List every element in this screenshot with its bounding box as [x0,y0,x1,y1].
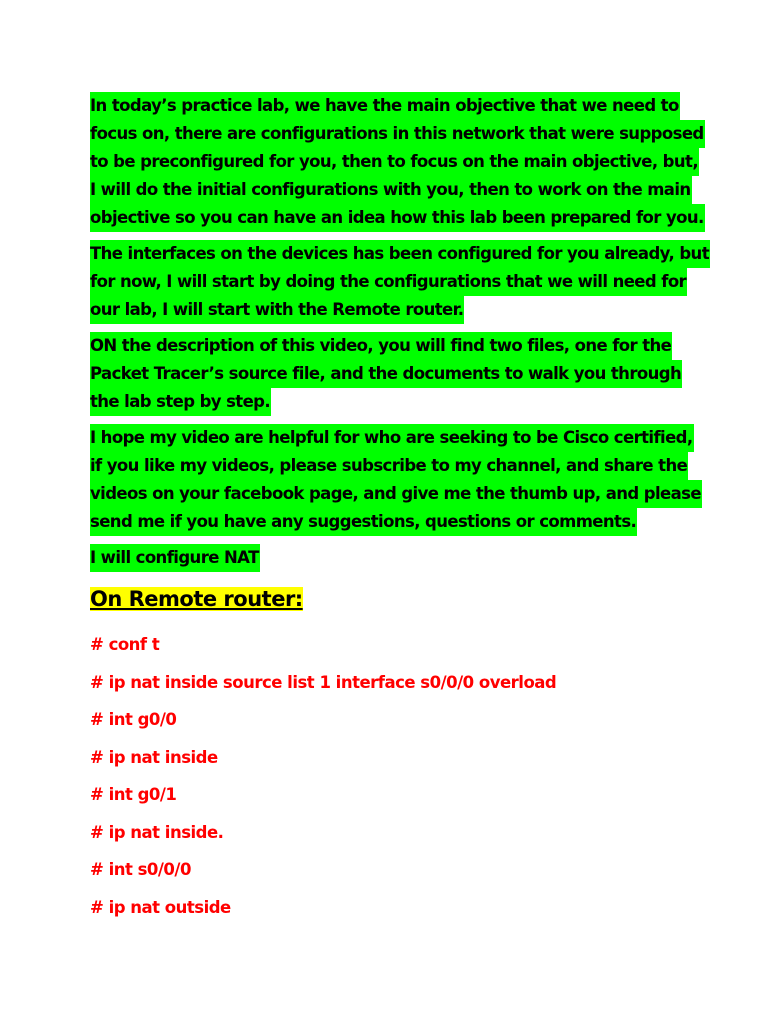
description-paragraph [90,332,690,416]
text-line: videos on your facebook page, and give me the thumb up, and please [90,480,702,508]
text-line: our lab, I will start with the Remote router. [90,296,464,324]
command-line: # ip nat outside [90,897,231,917]
text-line: to be preconfigured for you, then to focus on the main objective, but, [90,148,699,176]
subscribe-paragraph [90,424,701,536]
command-line: # int g0/0 [90,710,177,729]
command-line: # int s0/0/0 [90,860,191,879]
text-line: I hope my video are helpful for who are seeking to be Cisco certified, [90,424,694,452]
command-line: # conf t [90,635,160,654]
command-line: # int g0/1 [90,785,177,804]
command-line: # ip nat inside. [90,822,224,842]
interfaces-paragraph [90,240,709,324]
text-line: I will do the initial configurations with you, then to work on the main [90,176,692,204]
text-line: In today’s practice lab, we have the main objective that we need to [90,92,680,120]
text-line: send me if you have any suggestions, questions or comments. [90,508,637,536]
intro-paragraph [90,92,704,232]
text-line: The interfaces on the devices has been configured for you already, but [90,240,710,268]
nat-paragraph [90,544,690,572]
document-page [90,92,709,926]
command-line: # ip nat inside [90,747,218,767]
text-line: ON the description of this video, you will find two files, one for the [90,332,672,360]
heading-text: On Remote router: [90,587,303,611]
text-line: Packet Tracer’s source file, and the documents to walk you through [90,360,682,388]
section-heading [90,584,690,614]
text-line: objective so you can have an idea how this lab been prepared for you. [90,204,705,232]
command-line: # ip nat inside source list 1 interface s0/0/0 overload [90,672,557,692]
text-line: the lab step by step. [90,388,271,416]
text-line: if you like my videos, please subscribe to my channel, and share the [90,452,688,480]
text-line: I will configure NAT [90,544,260,572]
text-line: for now, I will start by doing the configurations that we will need for [90,268,687,296]
command-list [90,626,690,926]
text-line: focus on, there are configurations in this network that were supposed [90,120,705,148]
